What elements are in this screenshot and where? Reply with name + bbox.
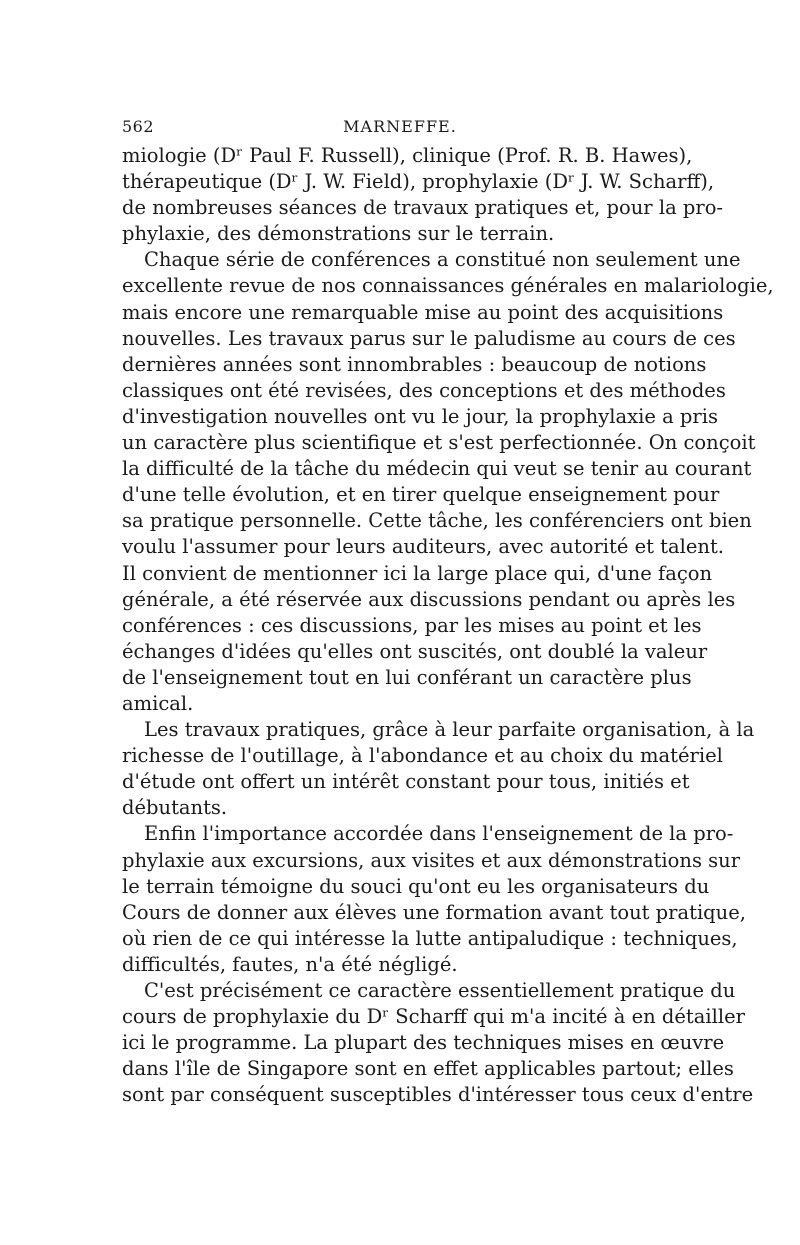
running-head: [122, 117, 678, 141]
text-line: dans l'île de Singapore sont en effet applicables partout; elles: [122, 1057, 734, 1081]
paragraph: [122, 717, 755, 821]
text-line: conférences : ces discussions, par les mises au point et les: [122, 613, 702, 637]
text-line: sont par conséquent susceptibles d'intéresser tous ceux d'entre: [122, 1083, 754, 1107]
page-number: 562: [122, 117, 155, 136]
text-line: Les travaux pratiques, grâce à leur parfaite organisation, à la: [144, 718, 755, 742]
text-line: échanges d'idées qu'elles ont suscités, ont doublé la valeur: [122, 639, 708, 663]
text-line: d'investigation nouvelles ont vu le jour, la prophylaxie a pris: [122, 404, 718, 428]
text-line: richesse de l'outillage, à l'abondance et au choix du matériel: [122, 744, 723, 768]
text-line: dernières années sont innombrables : beaucoup de notions: [122, 352, 707, 376]
paragraph: [122, 978, 754, 1108]
text-line: Enfin l'importance accordée dans l'enseignement de la pro-: [144, 822, 734, 846]
paragraph: [122, 143, 724, 247]
text-line: de l'enseignement tout en lui conférant un caractère plus: [122, 665, 692, 689]
text-line: amical.: [122, 691, 194, 715]
text-line: voulu l'assumer pour leurs auditeurs, avec autorité et talent.: [122, 535, 724, 559]
text-line: excellente revue de nos connaissances générales en malariologie,: [122, 274, 774, 298]
text-line: phylaxie, des démonstrations sur le terrain.: [122, 222, 555, 246]
text-line: où rien de ce qui intéresse la lutte antipaludique : techniques,: [122, 926, 738, 950]
text-line: Il convient de mentionner ici la large place qui, d'une façon: [122, 561, 713, 585]
text-line: cours de prophylaxie du Dʳ Scharff qui m'a incité à en détailler: [122, 1005, 745, 1029]
paragraph: [122, 247, 774, 717]
text-line: C'est précisément ce caractère essentiellement pratique du: [144, 979, 736, 1002]
text-line: la difficulté de la tâche du médecin qui veut se tenir au courant: [122, 457, 752, 481]
text-line: de nombreuses séances de travaux pratiques et, pour la pro-: [122, 196, 724, 220]
text-line: mais encore une remarquable mise au point des acquisitions: [122, 300, 724, 324]
text-line: thérapeutique (Dʳ J. W. Field), prophylaxie (Dʳ J. W. Scharff),: [122, 170, 715, 194]
text-line: d'étude ont offert un intérêt constant pour tous, initiés et: [122, 770, 690, 794]
text-line: difficultés, fautes, n'a été négligé.: [122, 952, 458, 976]
body-text: [122, 143, 774, 1108]
text-line: nouvelles. Les travaux parus sur le paludisme au cours de ces: [122, 326, 736, 350]
text-line: ici le programme. La plupart des techniques mises en œuvre: [122, 1031, 725, 1055]
paragraph: [122, 821, 746, 978]
text-line: d'une telle évolution, et en tirer quelque enseignement pour: [122, 483, 720, 507]
text-line: générale, a été réservée aux discussions pendant ou après les: [122, 587, 736, 611]
text-line: un caractère plus scientifique et s'est perfectionnée. On conçoit: [122, 431, 756, 455]
text-line: débutants.: [122, 796, 228, 820]
text-line: classiques ont été revisées, des conceptions et des méthodes: [122, 378, 726, 402]
text-line: le terrain témoigne du souci qu'ont eu les organisateurs du: [122, 874, 710, 898]
running-title: MARNEFFE.: [343, 117, 457, 136]
text-line: Cours de donner aux élèves une formation avant tout pratique,: [122, 900, 746, 924]
text-line: sa pratique personnelle. Cette tâche, les conférenciers ont bien: [122, 509, 752, 533]
text-line: Chaque série de conférences a constitué non seulement une: [144, 248, 741, 272]
text-line: phylaxie aux excursions, aux visites et aux démonstrations sur: [122, 848, 741, 872]
text-line: miologie (Dʳ Paul F. Russell), clinique (Prof. R. B. Hawes),: [122, 144, 693, 167]
